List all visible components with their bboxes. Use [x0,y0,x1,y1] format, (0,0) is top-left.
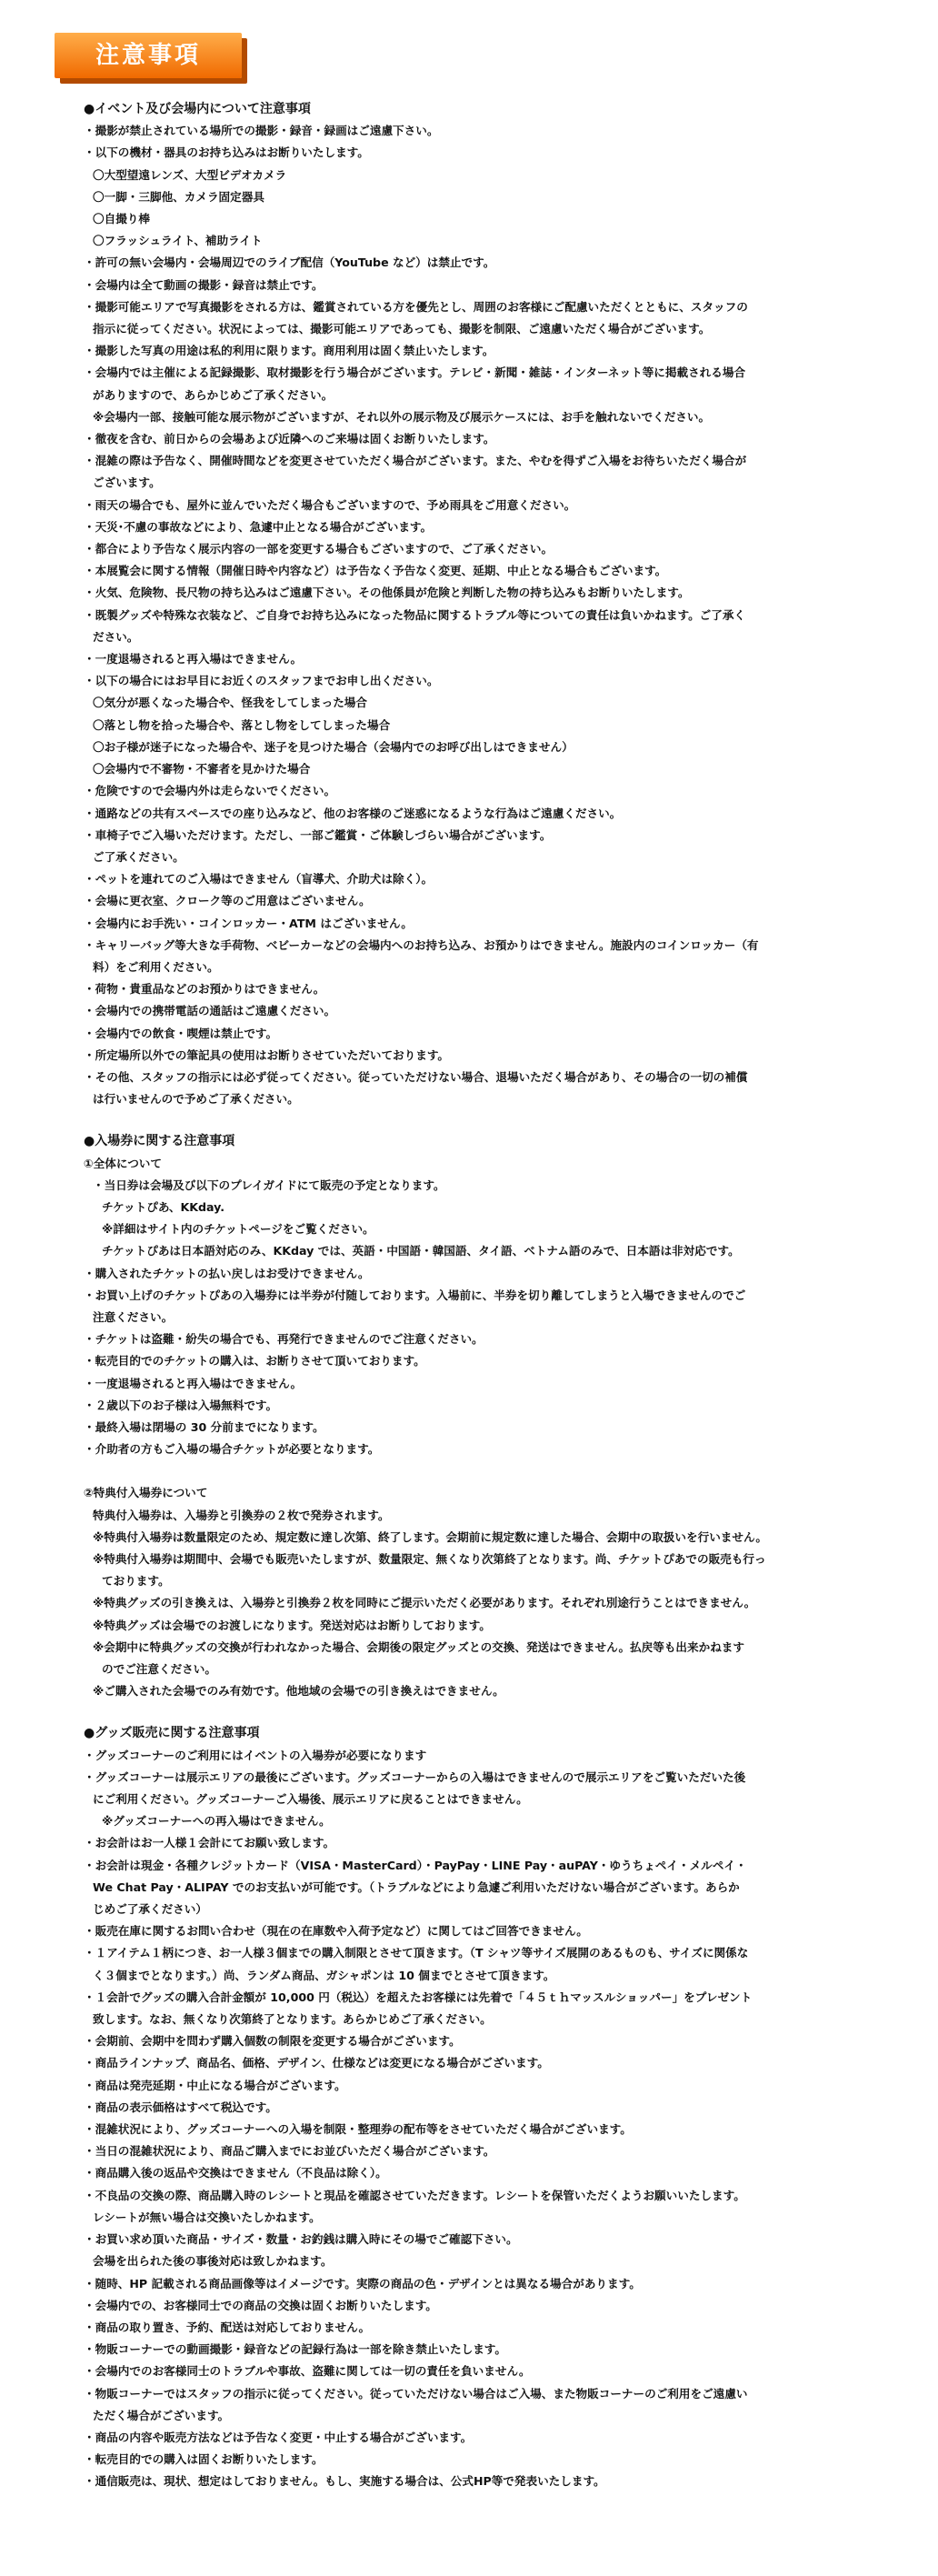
notice-line: ・会場に更衣室、クローク等のご用意はございません。 [84,894,371,908]
section-spacer [84,1460,883,1482]
section-title: ●入場券に関する注意事項 [84,1134,235,1149]
notice-line: 〇会場内で不審物・不審者を見かけた場合 [93,762,311,777]
notice-line: ・商品は発売延期・中止になる場合がございます。 [84,2078,346,2092]
notice-section [84,1130,883,1460]
section-spacer [84,1702,883,1722]
notice-line: ・所定場所以外での筆記具の使用はお断りさせていただいております。 [84,1047,449,1062]
notice-line: We Chat Pay・ALIPAY でのお支払いが可能です。（トラブルなどにより急遽ご利用いただけない場合がございます。あらか [93,1879,740,1894]
notice-line: ただく場合がございます。 [93,2408,230,2422]
notice-line: 〇お子様が迷子になった場合や、迷子を見つけた場合（会場内でのお呼び出しはできません） [93,739,574,754]
notice-line: ※会期中に特典グッズの交換が行われなかった場合、会期後の限定グッズとの交換、発送はできません。払戻等も出来かねます [93,1639,744,1654]
notice-line: 致します。なお、無くなり次第終了となります。あらかじめご了承ください。 [93,2012,492,2027]
notice-line: ・最終入場は閉場の 30 分前までになります。 [84,1419,324,1434]
notice-line: のでご注意ください。 [102,1662,216,1677]
notice-line: ・商品の表示価格はすべて税込です。 [84,2100,277,2114]
notice-line: ださい。 [93,629,139,644]
notice-line: ・天災･不慮の事故などにより、急遽中止となる場合がございます。 [84,519,433,534]
notice-line: ①全体について [84,1156,162,1170]
notice-line: ・販売在庫に関するお問い合わせ（現在の在庫数や入荷予定など）に関してはご回答できません。 [84,1924,588,1939]
notice-line: ・会場内でのお客様同士のトラブルや事故、盗難に関しては一切の責任を負いません。 [84,2364,531,2379]
notice-line: ※グッズコーナーへの再入場はできません。 [102,1814,331,1829]
notice-line: ・車椅子でご入場いただけます。ただし、一部ご鑑賞・ご体験しづらい場合がございます。 [84,827,552,842]
notice-line: 〇フラッシュライト、補助ライト [93,234,263,248]
section-title: ●イベント及び会場内について注意事項 [84,102,311,116]
notice-line: ・許可の無い会場内・会場周辺でのライブ配信（YouTube など）は禁止です。 [84,256,495,270]
notice-line: ・混雑の際は予告なく、開催時間などを変更させていただく場合がございます。また、やむを得ずご入場をお待ちいただく場合が [84,454,747,468]
notice-line: 注意ください。 [93,1309,174,1324]
notice-line: ・一度退場されると再入場はできません。 [84,652,303,667]
notice-line: ・商品ラインナップ、商品名、価格、デザイン、仕様などは変更になる場合がございます。 [84,2056,549,2070]
notice-content [84,98,883,2493]
notice-line: く３個までとなります。）尚、ランダム商品、ガシャポンは 10 個までとさせて頂きます。 [93,1968,555,1982]
notice-line: 〇落とし物を拾った場合や、落とし物をしてしまった場合 [93,717,391,732]
notice-line: 指示に従ってください。状況によっては、撮影可能エリアであっても、撮影を制限、ご遠慮いただく場合がございます。 [93,322,711,336]
notice-line: ・撮影可能エリアで写真撮影をされる方は、鑑賞されている方を優先とし、周囲のお客様にご配慮いただくとともに、スタッフの [84,299,748,314]
notice-line: ・火気、危険物、長尺物の持ち込みはご遠慮下さい。その他係員が危険と判断した物の持ち込みもお断りいたします。 [84,586,690,600]
notice-line: ・転売目的でのチケットの購入は、お断りさせて頂いております。 [84,1354,425,1368]
notice-line: ございます。 [93,476,161,490]
notice-line: じめご了承ください） [93,1902,207,1917]
notice-line: ※特典付入場券は数量限定のため、規定数に達し次第、終了します。会期前に規定数に達した場合、会期中の取扱いを行いません。 [93,1529,767,1544]
notice-line: ・通信販売は、現状、想定はしておりません。もし、実施する場合は、公式HP等で発表いたします。 [84,2474,605,2489]
notice-line: ・一度退場されると再入場はできません。 [84,1376,303,1390]
notice-badge [55,33,242,78]
notice-line: ・商品の内容や販売方法などは予告なく変更・中止する場合がございます。 [84,2430,473,2444]
notice-line: ・雨天の場合でも、屋外に並んでいただく場合もございますので、予め雨具をご用意ください。 [84,497,576,512]
notice-line: ※特典グッズは会場でのお渡しになります。発送対応はお断りしております。 [93,1618,491,1632]
notice-line: 会場を出られた後の事後対応は致しかねます。 [93,2254,333,2269]
notice-line: ※ご購入された会場でのみ有効です。他地域の会場での引き換えはできません。 [93,1684,504,1699]
notice-line: ・お買い上げのチケットぴあの入場券には半券が付随しております。入場前に、半券を切り離してしまうと入場できませんのでご [84,1288,746,1302]
notice-line: ・物販コーナーではスタッフの指示に従ってください。従っていただけない場合はご入場、また物販コーナーのご利用をご遠慮い [84,2386,748,2401]
notice-line: ・会場内では主催による記録撮影、取材撮影を行う場合がございます。テレビ・新聞・雑誌・インターネット等に掲載される場合 [84,366,746,380]
notice-line: ・購入されたチケットの払い戻しはお受けできません。 [84,1266,370,1280]
notice-line: ・以下の機材・器具のお持ち込みはお断りいたします。 [84,145,369,160]
notice-line: レシートが無い場合は交換いたしかねます。 [93,2210,321,2224]
notice-line: ・商品の取り置き、予約、配送は対応しておりません。 [84,2320,371,2334]
notice-line: ・通路などの共有スペースでの座り込みなど、他のお客様のご迷惑になるような行為はご遠慮ください。 [84,806,622,820]
notice-line: ・お会計は現金・各種クレジットカード（VISA・MasterCard）・PayPay・LINE Pay・auPAY・ゆうちょペイ・メルペイ・ [84,1858,747,1872]
notice-line: 特典付入場券は、入場券と引換券の２枚で発券されます。 [93,1508,390,1522]
notice-line: ・ペットを連れてのご入場はできません（盲導犬、介助犬は除く）。 [84,872,434,887]
notice-line: ・チケットは盗難・紛失の場合でも、再発行できませんのでご注意ください。 [84,1332,484,1347]
notice-line: ・撮影した写真の用途は私的利用に限ります。商用利用は固く禁止いたします。 [84,344,494,358]
notice-line: ・その他、スタッフの指示には必ず従ってください。従っていただけない場合、退場いただく場合があり、その場合の一切の補償 [84,1069,748,1084]
notice-line: ・物販コーナーでの動画撮影・録音などの記録行為は一部を除き禁止いたします。 [84,2342,506,2357]
notice-line: ・撮影が禁止されている場所での撮影・録音・録画はご遠慮下さい。 [84,124,439,138]
notice-line: 〇大型望遠レンズ、大型ビデオカメラ [93,167,287,182]
notice-line: ・既製グッズや特殊な衣装など、ご自身でお持ち込みになった物品に関するトラブル等についての責任は負いかねます。ご了承く [84,607,746,622]
notice-line: 〇気分が悪くなった場合や、怪我をしてしまった場合 [93,696,367,710]
notice-line: ・会場内での飲食・喫煙は禁止です。 [84,1026,278,1040]
notice-line: がありますので、あらかじめご了承ください。 [93,387,334,402]
notice-line: 〇自撮り棒 [93,212,150,226]
notice-line: ております。 [102,1574,170,1589]
notice-line: 〇一脚・三脚他、カメラ固定器具 [93,189,264,204]
notice-line: ・危険ですので会場内外は走らないでください。 [84,784,336,798]
notice-line: ・都合により予告なく展示内容の一部を変更する場合もございますので、ご了承ください。 [84,542,554,556]
notice-line: は行いませんので予めご了承ください。 [93,1092,299,1107]
notice-line: ・不良品の交換の際、商品購入時のレシートと現品を確認させていただきます。レシートを保管いただくようお願いいたします。 [84,2188,745,2202]
notice-line: ・転売目的での購入は固くお断りいたします。 [84,2452,324,2467]
notice-line: にご利用ください。グッズコーナーご入場後、展示エリアに戻ることはできません。 [93,1792,528,1807]
notice-line: ・会場内にお手洗い・コインロッカー・ATM はございません。 [84,916,413,930]
notice-line: ・徹夜を含む、前日からの会場あよび近隣へのご来場は固くお断りいたします。 [84,432,495,446]
notice-line: ・１アイテム１柄につき、お一人様３個までの購入制限とさせて頂きます。（T シャツ等サイズ展開のあるものも、サイズに関係な [84,1946,749,1960]
notice-line: チケットぴあは日本語対応のみ、KKday では、英語・中国語・韓国語、タイ語、ベトナム語のみで、日本語は非対応です。 [102,1244,740,1258]
notice-line: ※詳細はサイト内のチケットページをご覧ください。 [102,1222,374,1237]
notice-line: ・荷物・貴重品などのお預かりはできません。 [84,982,325,997]
notice-line: チケットぴあ、KKday. [102,1199,225,1214]
notice-line: ご了承ください。 [93,849,185,864]
notice-section [84,1482,883,1702]
notice-line: ・会場内は全て動画の撮影・録音は禁止です。 [84,277,324,292]
notice-line: ・キャリーバッグ等大きな手荷物、ベビーカーなどの会場内へのお持ち込み、お預かりはできません。施設内のコインロッカー（有 [84,937,759,952]
notice-line: ・以下の場合にはお早目にお近くのスタッフまでお申し出ください。 [84,674,439,688]
notice-line: ・グッズコーナーのご利用にはイベントの入場券が必要になります [84,1748,427,1762]
notice-line: ※特典付入場券は期間中、会場でも販売いたしますが、数量限定、無くなり次第終了となります。尚、チケットぴあでの販売も行っ [93,1552,766,1566]
notice-line: ・グッズコーナーは展示エリアの最後にございます。グッズコーナーからの入場はできませんので展示エリアをご覧いただいた後 [84,1769,746,1784]
notice-line: ・本展覧会に関する情報（開催日時や内容など）は予告なく予告なく変更、延期、中止となる場合もございます。 [84,564,667,578]
notice-line: ②特典付入場券について [84,1486,208,1500]
notice-line: ・会期前、会期中を問わず購入個数の制限を変更する場合がございます。 [84,2034,461,2049]
notice-line: ・随時、HP 記載される商品画像等はイメージです。実際の商品の色・デザインとは異なる場合があります。 [84,2276,641,2290]
notice-section [84,1722,883,2492]
notice-line: ・１会計でグッズの購入合計金額が 10,000 円（税込）を超えたお客様には先着で「４５ｔｈマッスルショッパー」をプレゼント [84,1990,753,2004]
notice-line: ・介助者の方もご入場の場合チケットが必要となります。 [84,1442,380,1457]
notice-line: 料）をご利用ください。 [93,959,219,974]
notice-section [84,98,883,1110]
notice-line: ・会場内での携帯電話の通話はご遠慮ください。 [84,1004,336,1018]
notice-badge-label: 注意事項 [95,42,201,69]
notice-line: ・混雑状況により、グッズコーナーへの入場を制限・整理券の配布等をさせていただく場合がございます。 [84,2122,632,2137]
notice-line: ・会場内での、お客様同士での商品の交換は固くお断りいたします。 [84,2298,437,2312]
notice-line: ・商品購入後の返品や交換はできません（不良品は除く）。 [84,2166,387,2180]
notice-line: ※会場内一部、接触可能な展示物がございますが、それ以外の展示物及び展示ケースには、お手を触れないでください。 [93,409,711,424]
section-title: ●グッズ販売に関する注意事項 [84,1726,260,1741]
notice-line: ・当日の混雑状況により、商品ご購入までにお並びいただく場合がございます。 [84,2144,495,2159]
section-spacer [84,1110,883,1130]
notice-line: ・お会計はお一人様１会計にてお願い致します。 [84,1836,335,1850]
notice-line: ・当日券は会場及び以下のプレイガイドにて販売の予定となります。 [93,1178,445,1192]
notice-line: ・２歳以下のお子様は入場無料です。 [84,1398,278,1412]
notice-line: ※特典グッズの引き換えは、入場券と引換券２枚を同時にご提示いただく必要があります。それぞれ別途行うことはできません。 [93,1596,756,1610]
notice-line: ・お買い求め頂いた商品・サイズ・数量・お釣銭は購入時にその場でご確認下さい。 [84,2232,518,2247]
